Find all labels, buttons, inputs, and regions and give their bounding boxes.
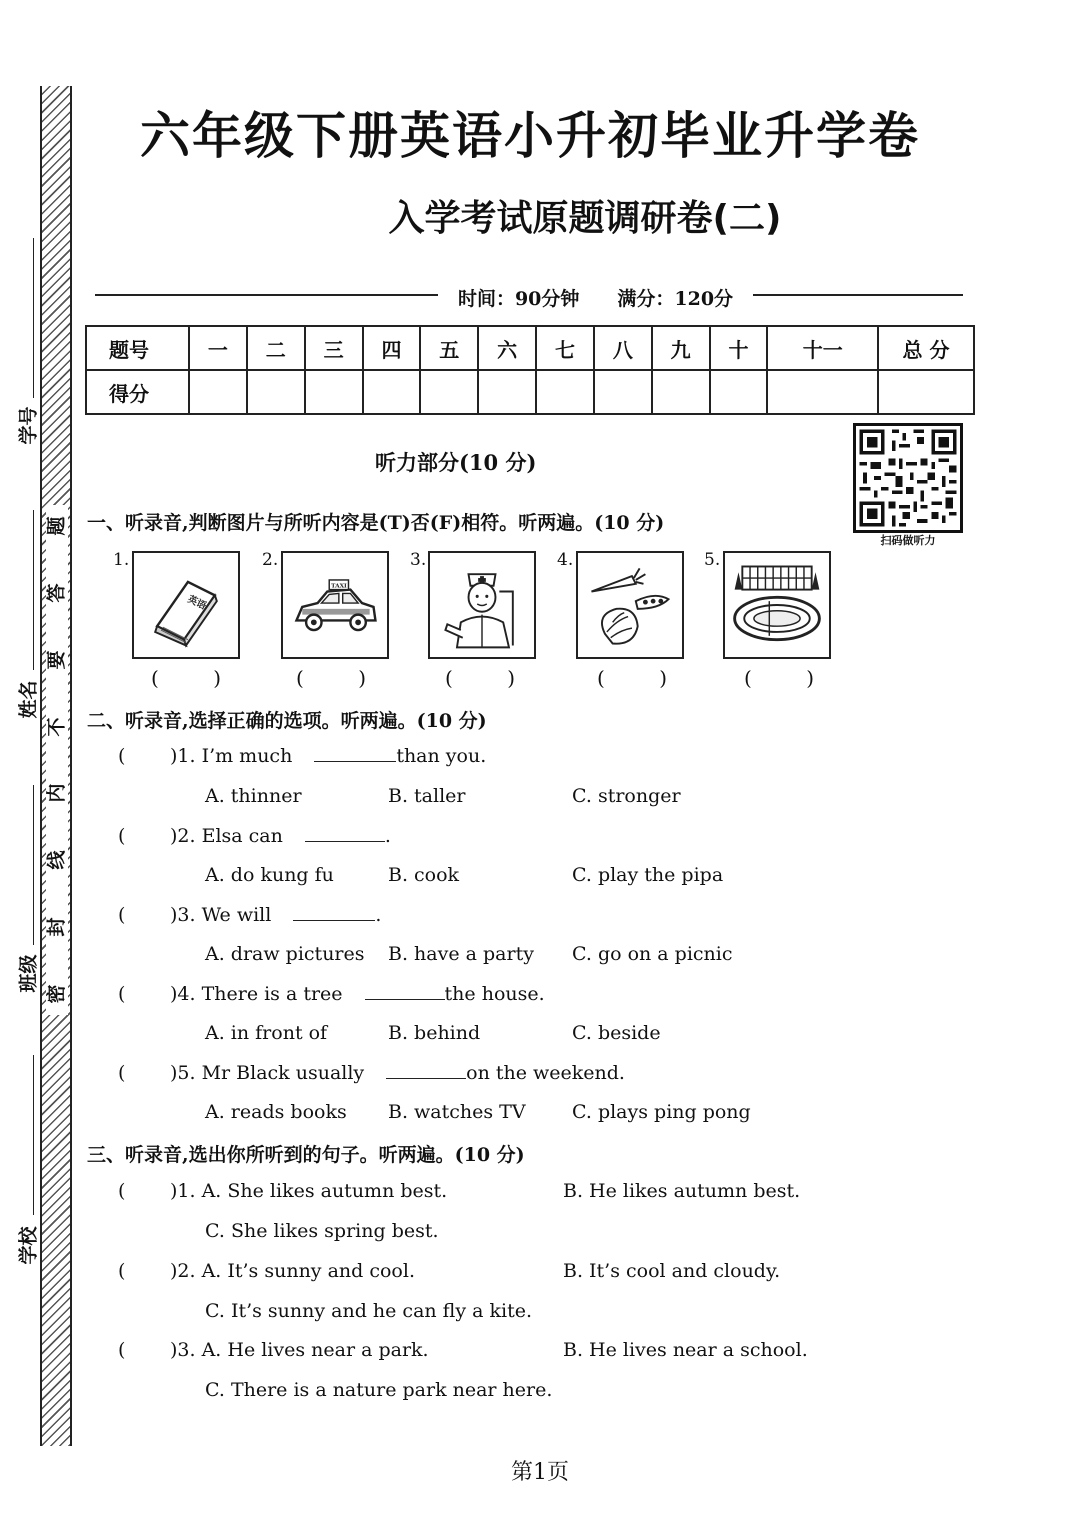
stem-text: on the weekend.	[466, 1062, 625, 1084]
answer-paren[interactable]: (	[118, 745, 126, 767]
option-b[interactable]: B. He likes autumn best.	[563, 1180, 801, 1202]
option-a[interactable]: )2. A. It’s sunny and cool.	[170, 1260, 415, 1282]
score-table	[85, 325, 975, 415]
score-header: 得分	[86, 370, 189, 414]
picture-number: 4.	[557, 550, 574, 570]
answer-blank[interactable]	[293, 920, 375, 921]
student-id-label: 学号	[17, 406, 40, 445]
seal-char: 密	[45, 984, 68, 1004]
score-table-score-row	[86, 370, 974, 414]
option-b[interactable]: B. behind	[388, 1022, 481, 1044]
stem-text: )1. I’m much	[170, 745, 293, 767]
school-label: 学校	[17, 1226, 40, 1265]
q1-heading: 一、听录音,判断图片与所听内容是(T)否(F)相符。听两遍。(10 分)	[87, 512, 665, 534]
total-score-cell[interactable]	[878, 370, 974, 414]
option-a[interactable]: A. thinner	[205, 785, 302, 807]
q2-item-3-stem	[170, 904, 381, 926]
option-a[interactable]: A. draw pictures	[205, 943, 365, 965]
paren-open: (	[744, 666, 752, 690]
name-label: 姓名	[17, 680, 40, 719]
option-b[interactable]: B. It’s cool and cloudy.	[563, 1260, 781, 1282]
score-cell[interactable]	[594, 370, 652, 414]
stem-text: )4. There is a tree	[170, 983, 343, 1005]
option-a[interactable]: A. in front of	[205, 1022, 328, 1044]
stem-text: .	[375, 904, 382, 926]
q2-item-5-stem	[170, 1062, 625, 1084]
seal-char: 内	[45, 783, 68, 803]
seal-line-text	[46, 505, 68, 1015]
book-icon	[134, 553, 238, 657]
qr-code-icon[interactable]	[853, 423, 963, 533]
option-c[interactable]: C. stronger	[572, 785, 681, 807]
stem-text: .	[384, 825, 391, 847]
paren-close: )	[358, 666, 366, 690]
answer-parentheses-1[interactable]	[151, 666, 221, 690]
column-header: 六	[478, 326, 536, 370]
answer-paren[interactable]: (	[118, 1062, 126, 1084]
qr-code-graphic	[856, 426, 960, 530]
school-line	[33, 1055, 34, 1215]
score-table-header-row	[86, 326, 974, 370]
stem-text: the house.	[444, 983, 545, 1005]
score-cell[interactable]	[767, 370, 878, 414]
score-cell[interactable]	[652, 370, 710, 414]
nurse-icon	[430, 553, 534, 657]
stem-text: )5. Mr Black usually	[170, 1062, 365, 1084]
column-header: 二	[247, 326, 305, 370]
score-cell[interactable]	[363, 370, 421, 414]
seal-char: 线	[45, 850, 68, 870]
option-c[interactable]: C. It’s sunny and he can fly a kite.	[205, 1300, 532, 1322]
seal-char: 题	[45, 516, 68, 536]
paren-open: (	[151, 666, 159, 690]
column-header: 八	[594, 326, 652, 370]
paren-close: )	[659, 666, 667, 690]
playground-icon	[725, 553, 829, 657]
score-cell[interactable]	[305, 370, 363, 414]
option-b[interactable]: B. taller	[388, 785, 466, 807]
paren-open: (	[296, 666, 304, 690]
time-score-info: 时间：90分钟 满分：120分	[438, 284, 753, 311]
option-c[interactable]: C. beside	[572, 1022, 661, 1044]
answer-paren[interactable]: (	[118, 825, 126, 847]
answer-blank[interactable]	[386, 1078, 466, 1079]
score-cell[interactable]	[189, 370, 247, 414]
picture-number: 3.	[410, 550, 427, 570]
q2-item-1-stem	[170, 745, 486, 767]
total-header: 总 分	[878, 326, 974, 370]
seal-char: 封	[45, 917, 68, 937]
answer-parentheses-4[interactable]	[597, 666, 667, 690]
answer-blank[interactable]	[365, 999, 445, 1000]
column-header: 三	[305, 326, 363, 370]
option-c[interactable]: C. There is a nature park near here.	[205, 1379, 553, 1401]
qr-caption: 扫码做听力	[880, 534, 936, 547]
option-c[interactable]: C. play the pipa	[572, 864, 724, 886]
answer-paren[interactable]: (	[118, 983, 126, 1005]
page-number: 第1页	[511, 1460, 569, 1485]
exam-info-line	[95, 287, 963, 311]
vegetables-icon	[578, 553, 682, 657]
column-header: 十	[710, 326, 768, 370]
option-b[interactable]: B. watches TV	[388, 1101, 526, 1123]
paren-open: (	[445, 666, 453, 690]
picture-1-frame	[132, 551, 240, 659]
picture-number: 2.	[262, 550, 279, 570]
column-header: 七	[536, 326, 594, 370]
q3-heading: 三、听录音,选出你所听到的句子。听两遍。(10 分)	[87, 1144, 525, 1166]
column-header: 四	[363, 326, 421, 370]
picture-number: 5.	[704, 550, 721, 570]
taxi-label: TAXI	[331, 583, 347, 590]
score-cell[interactable]	[420, 370, 478, 414]
listening-section-title: 听力部分(10 分)	[375, 450, 537, 475]
score-cell[interactable]	[536, 370, 594, 414]
book-label: 英语	[185, 593, 208, 612]
paren-open: (	[597, 666, 605, 690]
class-line	[33, 785, 34, 945]
answer-paren[interactable]: (	[118, 1180, 126, 1202]
stem-text: than you.	[396, 745, 487, 767]
answer-parentheses-5[interactable]	[744, 666, 814, 690]
seal-char: 不	[45, 717, 68, 737]
option-b[interactable]: B. have a party	[388, 943, 534, 965]
option-c[interactable]: C. go on a picnic	[572, 943, 733, 965]
stem-text: )3. We will	[170, 904, 272, 926]
option-a[interactable]: A. reads books	[205, 1101, 347, 1123]
picture-2-frame	[281, 551, 389, 659]
info-rule-left	[95, 294, 438, 296]
picture-3-frame	[428, 551, 536, 659]
option-a[interactable]: )3. A. He lives near a park.	[170, 1339, 429, 1361]
option-b[interactable]: B. cook	[388, 864, 460, 886]
class-label: 班级	[17, 954, 40, 993]
stem-text: )2. Elsa can	[170, 825, 283, 847]
picture-number: 1.	[113, 550, 130, 570]
paren-close: )	[213, 666, 221, 690]
paren-close: )	[507, 666, 515, 690]
score-cell[interactable]	[710, 370, 768, 414]
column-header: 九	[652, 326, 710, 370]
option-a[interactable]: )1. A. She likes autumn best.	[170, 1180, 448, 1202]
answer-blank[interactable]	[305, 841, 385, 842]
seal-char: 要	[45, 650, 68, 670]
exam-title: 六年级下册英语小升初毕业升学卷	[140, 107, 920, 165]
name-line	[33, 510, 34, 670]
exam-subtitle: 入学考试原题调研卷(二)	[388, 198, 782, 239]
option-c[interactable]: C. She likes spring best.	[205, 1220, 439, 1242]
info-rule-right	[743, 294, 963, 296]
score-cell[interactable]	[478, 370, 536, 414]
answer-parentheses-2[interactable]	[296, 666, 366, 690]
column-header: 一	[189, 326, 247, 370]
q2-heading: 二、听录音,选择正确的选项。听两遍。(10 分)	[87, 710, 487, 732]
answer-paren[interactable]: (	[118, 1339, 126, 1361]
score-cell[interactable]	[247, 370, 305, 414]
paren-close: )	[806, 666, 814, 690]
q2-item-2-stem	[170, 825, 391, 847]
answer-parentheses-3[interactable]	[445, 666, 515, 690]
seal-char: 答	[45, 583, 68, 603]
column-header: 十一	[767, 326, 878, 370]
student-id-line	[33, 238, 34, 398]
answer-paren[interactable]: (	[118, 904, 126, 926]
answer-blank[interactable]	[314, 761, 396, 762]
column-header: 五	[420, 326, 478, 370]
question-number-header: 题号	[86, 326, 189, 370]
taxi-icon	[283, 553, 387, 657]
option-a[interactable]: A. do kung fu	[205, 864, 334, 886]
option-c[interactable]: C. plays ping pong	[572, 1101, 751, 1123]
answer-paren[interactable]: (	[118, 1260, 126, 1282]
picture-5-frame	[723, 551, 831, 659]
option-b[interactable]: B. He lives near a school.	[563, 1339, 808, 1361]
q2-item-4-stem	[170, 983, 545, 1005]
picture-4-frame	[576, 551, 684, 659]
